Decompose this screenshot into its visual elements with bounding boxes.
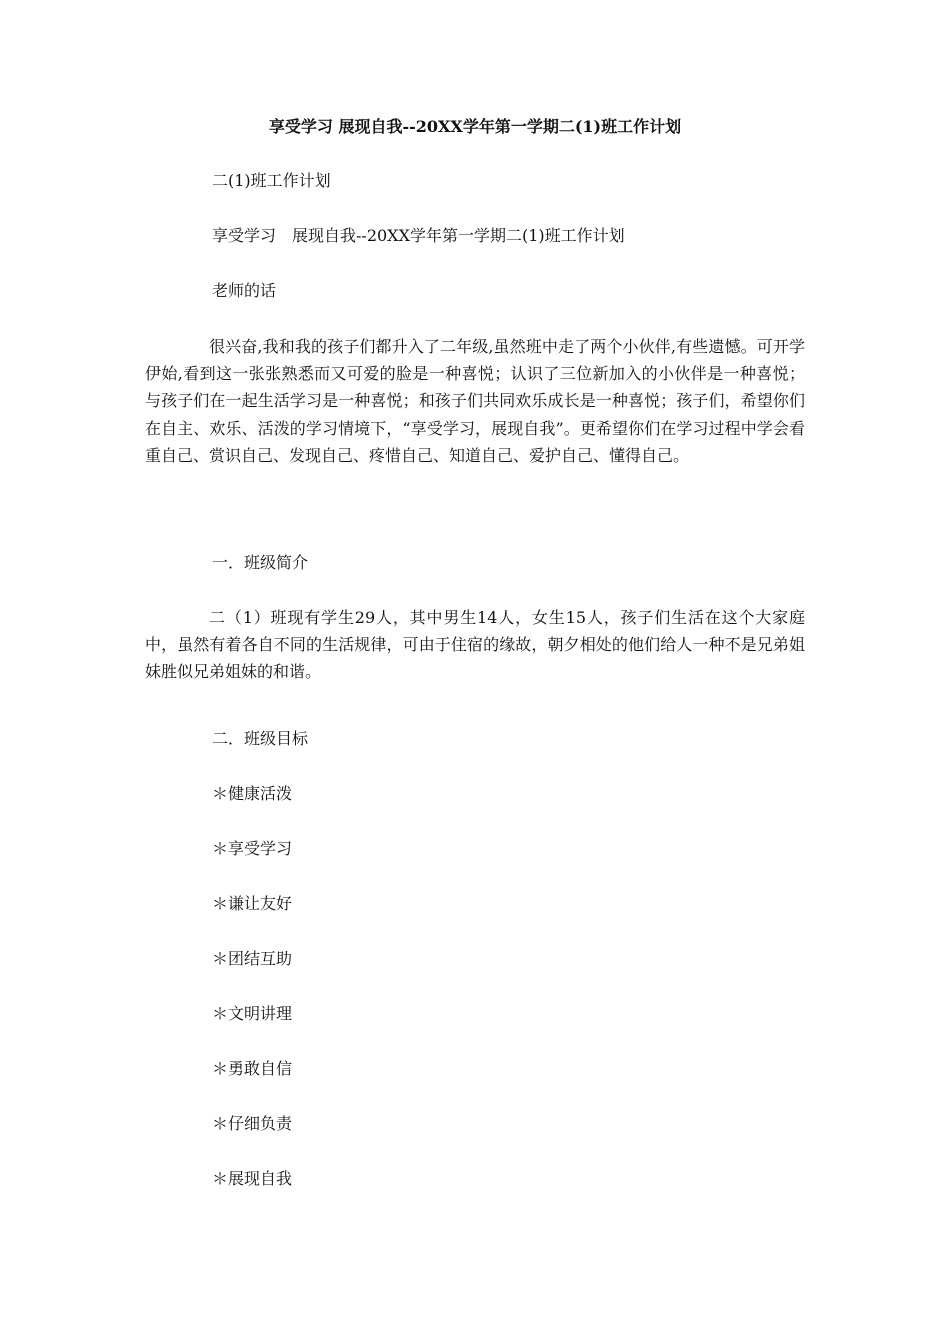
goal-item: ＊享受学习	[212, 839, 293, 858]
teacher-paragraph: 很兴奋,我和我的孩子们都升入了二年级,虽然班中走了两个小伙伴,有些遗憾。可开学伊始,看到这一张张熟悉而又可爱的脸是一种喜悦；认识了三位新加入的小伙伴是一种喜悦；与孩子们在一起生活学习是一种喜悦；和孩子们共同欢乐成长是一种喜悦；孩子们，希望你们在自主、欢乐、活泼的学习情境下，“享受学习，展现自我”。更希望你们在学习过程中学会看重自己、赏识自己、发现自己、疼惜自己、知道自己、爱护自己、懂得自己。	[145, 337, 805, 465]
teacher-heading: 老师的话	[212, 281, 277, 300]
title-repeat: 享受学习 展现自我--20XX学年第一学期二(1)班工作计划	[212, 226, 625, 245]
goal-item: ＊展现自我	[212, 1169, 293, 1188]
section2-heading: 二．班级目标	[212, 729, 309, 748]
section1-paragraph: 二（1）班现有学生29人，其中男生14人，女生15人，孩子们生活在这个大家庭中，虽然有着各自不同的生活规律，可由于住宿的缘故，朝夕相处的他们给人一种不是兄弟姐妹胜似兄弟姐妹的和谐。	[145, 608, 805, 682]
section1-heading: 一．班级简介	[212, 553, 309, 572]
goal-item: ＊谦让友好	[212, 894, 293, 913]
goal-item: ＊健康活泼	[212, 784, 293, 803]
goal-item: ＊勇敢自信	[212, 1059, 293, 1078]
goal-item: ＊仔细负责	[212, 1114, 293, 1133]
goal-item: ＊团结互助	[212, 949, 293, 968]
document-title: 享受学习 展现自我--20XX学年第一学期二(1)班工作计划	[268, 117, 682, 136]
subtitle: 二(1)班工作计划	[212, 171, 331, 190]
goal-item: ＊文明讲理	[212, 1004, 293, 1023]
